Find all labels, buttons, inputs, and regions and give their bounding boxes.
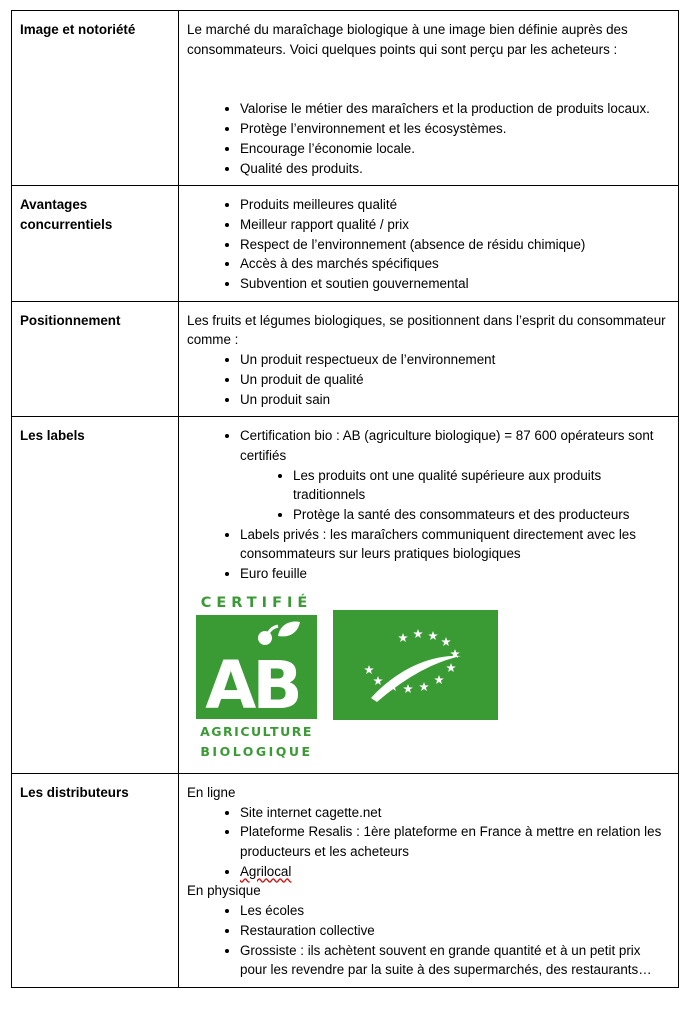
list-item: • Euro feuille [240,564,670,584]
list-item: • Qualité des produits. [240,159,670,179]
bullet-list [187,426,670,584]
row-content [179,773,679,987]
row-label: Image et notoriété [12,11,179,186]
list-item: • Encourage l’économie locale. [240,139,670,159]
sub-bullet-list [240,466,670,525]
section-heading: En ligne [187,784,236,800]
list-item: • Subvention et soutien gouvernemental [240,274,670,294]
label-logos [187,590,670,766]
euro-leaf-logo [333,610,498,720]
bullet-list [187,901,670,980]
bullet-list [187,99,670,178]
marketing-table [11,10,679,988]
list-item: • Labels privés : les maraîchers communiquent directement avec les consommateurs sur leurs pratiques biologiques [240,525,670,564]
row-label: Les labels [12,417,179,774]
ab-top-text: CERTIFIÉ [200,594,313,611]
row-content [179,186,679,302]
list-item: • Un produit sain [240,390,670,410]
list-item: • Certification bio : AB (agriculture biologique) = 87 600 opérateurs sont certifiés • Les produits ont une qualité supérieure aux produits traditionnels • Protège la santé des consommateurs et des producteurs [240,426,670,525]
table-row [12,11,679,186]
list-item: • Agrilocal [240,862,670,882]
list-item: • Accès à des marchés spécifiques [240,254,670,274]
row-label: Les distributeurs [12,773,179,987]
ab-bottom-line2: BIOLOGIQUE [200,743,313,759]
list-item: • Restauration collective [240,921,670,941]
ab-mark: AB [205,646,299,724]
table-row [12,186,679,302]
bullet-list [187,803,670,882]
list-item: • Site internet cagette.net [240,803,670,823]
ab-bottom-line1: AGRICULTURE [200,723,313,739]
euro-leaf-green-background [333,610,498,720]
row-label: Avantages concurrentiels [12,186,179,302]
row-label: Positionnement [12,301,179,417]
list-item: • Valorise le métier des maraîchers et la production de produits locaux. [240,99,670,119]
list-item: • Meilleur rapport qualité / prix [240,215,670,235]
table-row [12,301,679,417]
list-item: • Respect de l’environnement (absence de résidu chimique) [240,235,670,255]
list-item: • Un produit respectueux de l’environnement [240,350,670,370]
table-row [12,417,679,774]
table-row [12,773,679,987]
bullet-list [187,350,670,409]
row-content [179,417,679,774]
list-item: • Produits meilleures qualité [240,195,670,215]
row-content [179,301,679,417]
ab-certification-logo [194,590,319,762]
list-item: • Un produit de qualité [240,370,670,390]
sub-list-item: • Les produits ont une qualité supérieure aux produits traditionnels [293,466,670,505]
list-item: • Plateforme Resalis : 1ère plateforme en France à mettre en relation les producteurs et les acheteurs [240,822,670,861]
paragraph: Les fruits et légumes biologiques, se positionnent dans l’esprit du consommateur comme : [187,312,666,348]
paragraph: Le marché du maraîchage biologique à une image bien définie auprès des consommateurs. Voici quelques points qui sont perçu par les acheteurs : [187,22,628,57]
list-item: • Les écoles [240,901,670,921]
row-content [179,11,679,186]
list-item: • Grossiste : ils achètent souvent en grande quantité et à un petit prix pour les revendre par la suite à des supermarchés, des restaurants… [240,941,670,980]
bullet-list [187,195,670,294]
sub-list-item: • Protège la santé des consommateurs et des producteurs [293,505,670,525]
section-heading: En physique [187,883,261,899]
list-item: • Protège l’environnement et les écosystèmes. [240,119,670,139]
